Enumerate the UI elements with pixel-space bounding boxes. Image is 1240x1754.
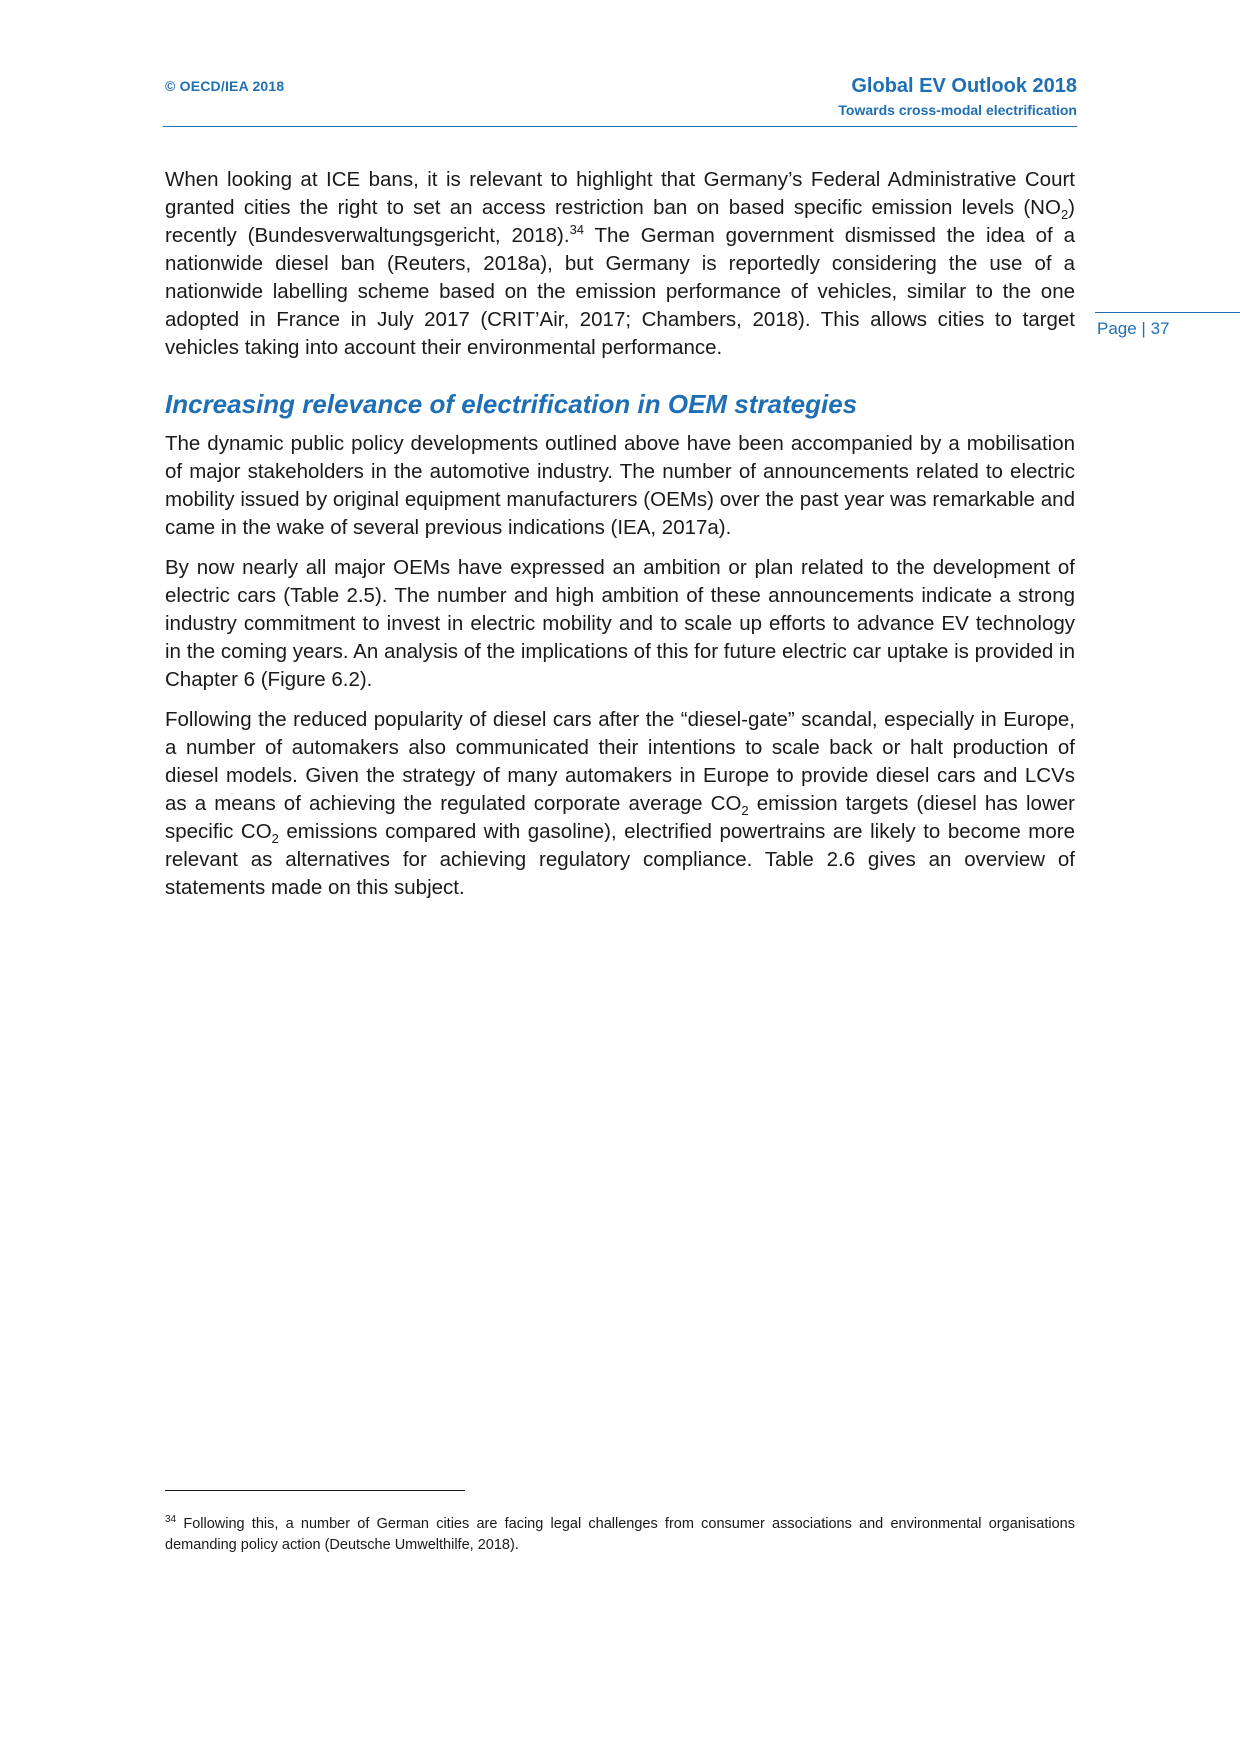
subscript-2: 2 bbox=[271, 831, 279, 847]
paragraph-ice-bans: When looking at ICE bans, it is relevant to highlight that Germany’s Federal Administrative Court granted cities the right to set an access restriction ban on based specific emission levels $(NO_2)$ recently (Bundesverwaltungsgericht, 2018).$^{34}$ The German government dismissed the idea of a nationwide diesel ban (Reuters, 2018a), but Germany is reportedly considering the use of a nationwide labelling scheme based on the emission performance of vehicles, similar to the one adopted in France in July 2017 (CRIT’Air, 2017; Chambers, 2018). This allows cities to target vehicles taking into account their environmental performance. bbox=[165, 168, 1076, 359]
footnote-text: Following this, a number of German cities are facing legal challenges from consumer associations and environmental organisations demanding policy action (Deutsche Umwelthilfe, 2018). bbox=[165, 1516, 1075, 1553]
footnote-divider bbox=[165, 1490, 465, 1491]
header-divider bbox=[163, 126, 1077, 127]
copyright-notice: © OECD/IEA 2018 bbox=[165, 78, 285, 94]
footnote bbox=[165, 1514, 1075, 1556]
paragraph-policy-developments: The dynamic public policy developments outlined above have been accompanied by a mobilisation of major stakeholders in the automotive industry. The number of announcements related to electric mobility issued by original equipment manufacturers (OEMs) over the past year was remarkable and came in the wake of several previous indications (IEA, 2017a). bbox=[165, 432, 1075, 539]
running-header bbox=[838, 74, 1077, 118]
footnote-number: 34 bbox=[165, 1514, 177, 1526]
footnote-reference: 34 bbox=[569, 222, 585, 238]
paragraph-diesel-gate: Following the reduced popularity of diesel cars after the “diesel-gate” scandal, especially in Europe, a number of automakers also communicated their intentions to scale back or halt production of diesel models. Given the strategy of many automakers in Europe to provide diesel cars and LCVs as a means of achieving the regulated corporate average $CO_2$ emission targets (diesel has lower specific $CO_2$ emissions compared with gasoline), electrified powertrains are likely to become more relevant as alternatives for achieving regulatory compliance. Table 2.6 gives an overview of statements made on this subject. bbox=[165, 708, 1075, 899]
subscript-2: 2 bbox=[741, 803, 749, 819]
page-number: Page | 37 bbox=[1097, 319, 1170, 338]
chapter-subtitle: Towards cross-modal electrification bbox=[838, 102, 1077, 118]
subscript-2: 2 bbox=[1060, 207, 1069, 223]
paragraph-oem-ambitions: By now nearly all major OEMs have expressed an ambition or plan related to the development of electric cars (Table 2.5). The number and high ambition of these announcements indicate a strong industry commitment to invest in electric mobility and to scale up efforts to advance EV technology in the coming years. An analysis of the implications of this for future electric car uptake is provided in Chapter 6 (Figure 6.2). bbox=[165, 556, 1075, 691]
page-number-marker bbox=[1095, 312, 1240, 339]
main-content bbox=[165, 166, 1075, 914]
publication-title: Global EV Outlook 2018 bbox=[851, 75, 1077, 97]
section-heading: Increasing relevance of electrification in OEM strategies bbox=[165, 389, 858, 419]
